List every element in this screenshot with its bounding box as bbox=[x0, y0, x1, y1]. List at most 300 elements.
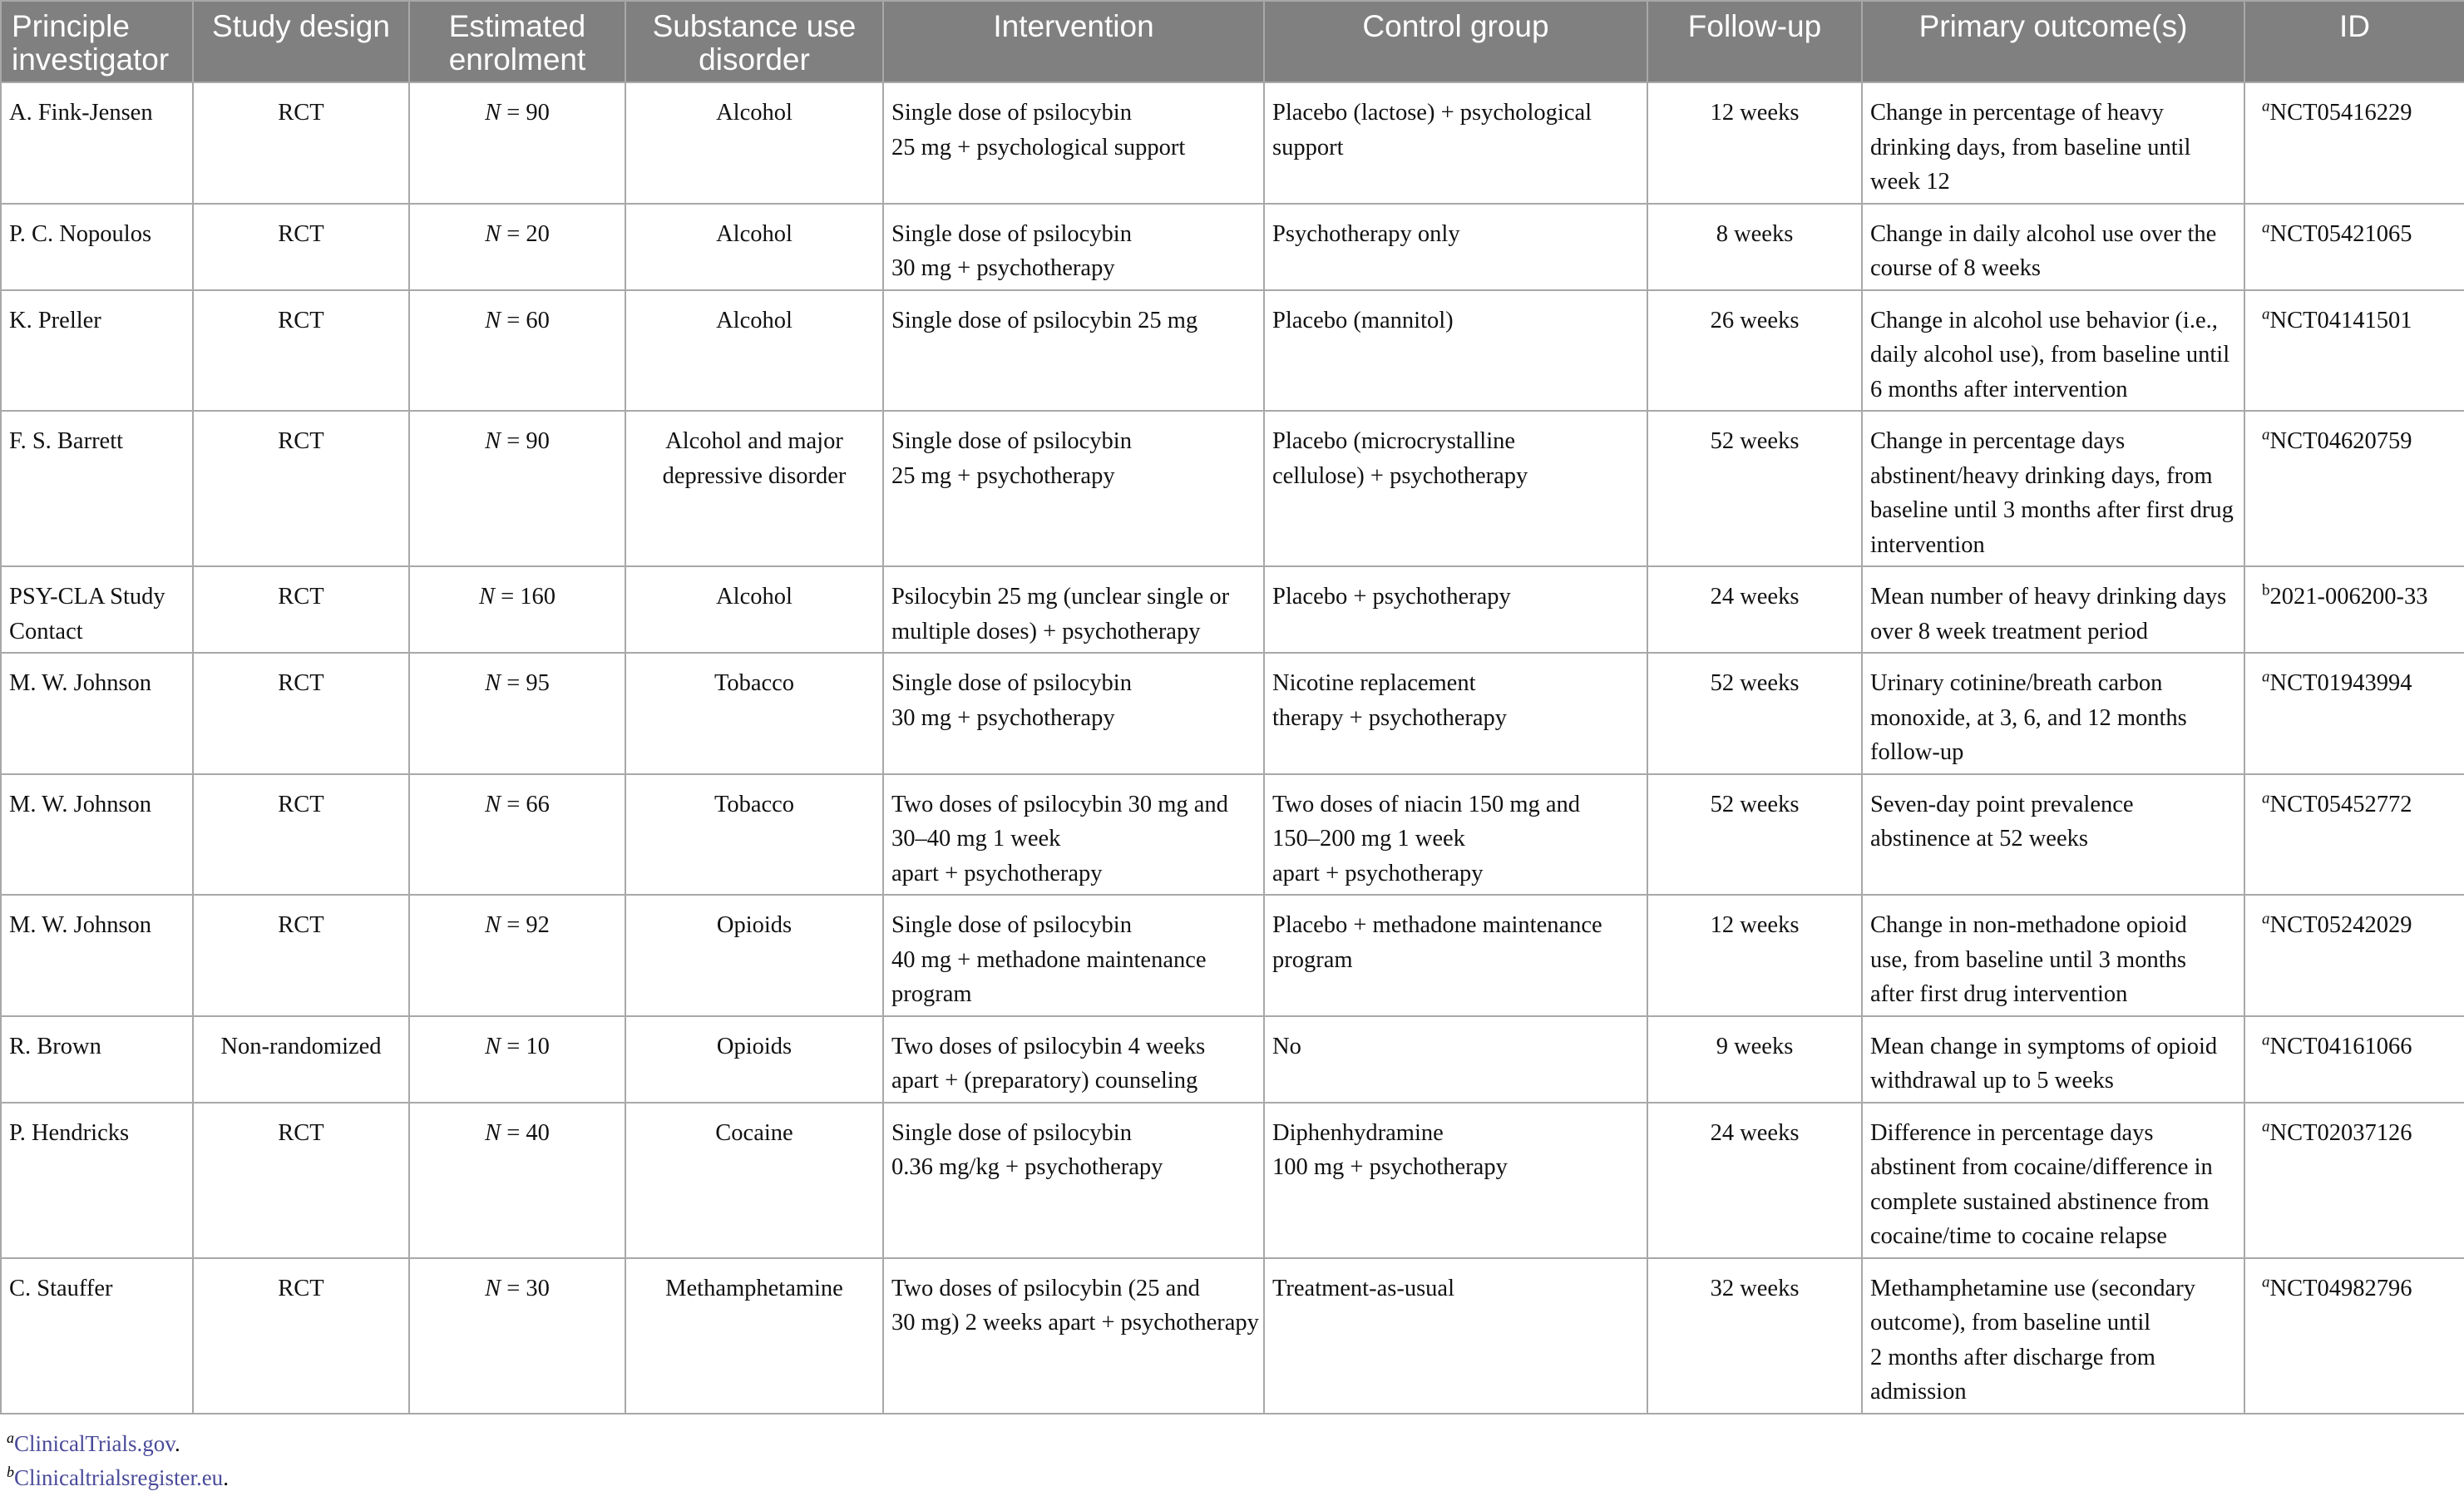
cell-line: 52 weeks bbox=[1710, 428, 1800, 454]
cell-intervention bbox=[883, 566, 1264, 653]
cell-follow-up bbox=[1647, 566, 1862, 653]
cell-study-design bbox=[193, 895, 409, 1016]
cell-line: abstinence at 52 weeks bbox=[1870, 826, 2088, 852]
enrolment-symbol: N bbox=[485, 1275, 501, 1301]
footnote-mark: a bbox=[7, 1429, 14, 1446]
cell-primary-outcome bbox=[1862, 1016, 2244, 1103]
cell-line: Alcohol bbox=[716, 584, 793, 610]
cell-enrolment bbox=[409, 290, 625, 412]
table-footnotes bbox=[7, 1427, 229, 1495]
cell-line: Follow-up bbox=[1687, 9, 1822, 43]
footnote-period: . bbox=[175, 1431, 180, 1456]
header-substance-disorder bbox=[625, 1, 883, 82]
enrolment-symbol: N bbox=[485, 220, 501, 247]
cell-control-group bbox=[1264, 1258, 1647, 1414]
cell-enrolment bbox=[409, 774, 625, 896]
cell-line: 2 months after discharge from bbox=[1870, 1344, 2155, 1370]
cell-line: drinking days, from baseline until bbox=[1870, 134, 2191, 160]
cell-line: Placebo (microcrystalline bbox=[1272, 428, 1516, 454]
cell-line: PSY-CLA Study bbox=[9, 584, 165, 610]
cell-control-group bbox=[1264, 1016, 1647, 1103]
cell-intervention bbox=[883, 82, 1264, 204]
enrolment-symbol: N bbox=[485, 670, 501, 696]
cell-enrolment bbox=[409, 204, 625, 290]
cell-follow-up bbox=[1647, 1103, 1862, 1258]
cell-investigator bbox=[1, 774, 193, 896]
cell-id bbox=[2244, 653, 2464, 774]
cell-investigator bbox=[1, 1103, 193, 1258]
cell-enrolment bbox=[409, 1258, 625, 1414]
cell-primary-outcome bbox=[1862, 290, 2244, 412]
enrolment-value: = 60 bbox=[506, 307, 550, 333]
cell-substance-disorder bbox=[625, 204, 883, 290]
cell-line: Placebo (lactose) + psychological bbox=[1272, 100, 1592, 126]
table-row bbox=[1, 411, 2464, 566]
cell-line: abstinent from cocaine/difference in bbox=[1870, 1154, 2213, 1180]
cell-id bbox=[2244, 566, 2464, 653]
cell-line: Single dose of psilocybin bbox=[891, 220, 1132, 247]
cell-study-design bbox=[193, 566, 409, 653]
cell-follow-up bbox=[1647, 774, 1862, 896]
cell-line: intervention bbox=[1870, 531, 1985, 558]
header-primary-outcome bbox=[1862, 1, 2244, 82]
cell-line: 12 weeks bbox=[1710, 912, 1800, 938]
cell-line: Placebo (mannitol) bbox=[1272, 307, 1454, 333]
cell-study-design bbox=[193, 82, 409, 204]
cell-control-group bbox=[1264, 566, 1647, 653]
cell-line: 52 weeks bbox=[1710, 670, 1800, 696]
cell-intervention bbox=[883, 653, 1264, 774]
enrolment-value: = 90 bbox=[506, 428, 550, 454]
cell-line: Single dose of psilocybin bbox=[891, 670, 1132, 696]
cell-line: Diphenhydramine bbox=[1272, 1119, 1444, 1146]
footnote-b bbox=[7, 1461, 229, 1495]
cell-line: Urinary cotinine/breath carbon bbox=[1870, 670, 2163, 696]
cell-line: investigator bbox=[12, 42, 170, 77]
trial-id: NCT04982796 bbox=[2269, 1275, 2412, 1301]
footnote-mark: a bbox=[2262, 97, 2270, 116]
cell-substance-disorder bbox=[625, 895, 883, 1016]
cell-line: cellulose) + psychotherapy bbox=[1272, 462, 1528, 489]
cell-line: Two doses of psilocybin 4 weeks bbox=[891, 1033, 1206, 1059]
cell-line: 25 mg + psychological support bbox=[891, 134, 1186, 160]
cell-study-design bbox=[193, 290, 409, 412]
cell-line: enrolment bbox=[448, 42, 586, 77]
cell-study-design bbox=[193, 653, 409, 774]
cell-line: R. Brown bbox=[9, 1033, 101, 1059]
cell-line: course of 8 weeks bbox=[1870, 255, 2041, 281]
cell-line: admission bbox=[1870, 1379, 1967, 1405]
trial-id: NCT04620759 bbox=[2269, 428, 2412, 454]
cell-line: Control group bbox=[1362, 9, 1549, 43]
cell-line: 100 mg + psychotherapy bbox=[1272, 1154, 1508, 1180]
cell-line: No bbox=[1272, 1033, 1301, 1059]
cell-id bbox=[2244, 411, 2464, 566]
footnote-period: . bbox=[223, 1465, 229, 1490]
cell-line: 24 weeks bbox=[1710, 584, 1800, 610]
cell-study-design bbox=[193, 411, 409, 566]
cell-enrolment bbox=[409, 566, 625, 653]
cell-line: follow-up bbox=[1870, 739, 1964, 765]
cell-substance-disorder bbox=[625, 653, 883, 774]
cell-line: 32 weeks bbox=[1710, 1275, 1800, 1301]
enrolment-value: = 95 bbox=[506, 670, 550, 696]
cell-line: M. W. Johnson bbox=[9, 912, 152, 938]
cell-substance-disorder bbox=[625, 566, 883, 653]
cell-line: apart + psychotherapy bbox=[891, 860, 1103, 886]
footnote-mark: a bbox=[2262, 1031, 2270, 1049]
cell-line: cocaine/time to cocaine relapse bbox=[1870, 1223, 2167, 1249]
enrolment-value: = 30 bbox=[506, 1275, 550, 1301]
cell-line: baseline until 3 months after first drug bbox=[1870, 497, 2234, 523]
cell-line: Methamphetamine bbox=[665, 1275, 843, 1301]
cell-line: M. W. Johnson bbox=[9, 670, 152, 696]
cell-id bbox=[2244, 1258, 2464, 1414]
cell-line: K. Preller bbox=[9, 307, 101, 333]
cell-line: Single dose of psilocybin bbox=[891, 1119, 1132, 1146]
cell-line: Change in daily alcohol use over the bbox=[1870, 220, 2217, 247]
table-row bbox=[1, 1016, 2464, 1103]
cell-line: withdrawal up to 5 weeks bbox=[1870, 1068, 2114, 1094]
cell-line: 0.36 mg/kg + psychotherapy bbox=[891, 1154, 1163, 1180]
footnote-a bbox=[7, 1427, 229, 1461]
header-enrolment bbox=[409, 1, 625, 82]
cell-intervention bbox=[883, 1103, 1264, 1258]
cell-line: Intervention bbox=[993, 9, 1154, 43]
cell-enrolment bbox=[409, 895, 625, 1016]
cell-line: apart + psychotherapy bbox=[1272, 860, 1484, 886]
cell-line: 30 mg) 2 weeks apart + psychotherapy bbox=[891, 1310, 1259, 1336]
cell-investigator bbox=[1, 1016, 193, 1103]
cell-intervention bbox=[883, 411, 1264, 566]
trial-id: NCT04161066 bbox=[2269, 1033, 2412, 1059]
cell-line: abstinent/heavy drinking days, from bbox=[1870, 462, 2213, 489]
cell-primary-outcome bbox=[1862, 204, 2244, 290]
cell-study-design bbox=[193, 1258, 409, 1414]
cell-line: 30 mg + psychotherapy bbox=[891, 704, 1115, 731]
cell-line: 26 weeks bbox=[1710, 307, 1800, 333]
cell-line: RCT bbox=[278, 1119, 324, 1146]
table-row bbox=[1, 204, 2464, 290]
cell-line: Placebo + psychotherapy bbox=[1272, 584, 1511, 610]
table-row bbox=[1, 895, 2464, 1016]
cell-control-group bbox=[1264, 1103, 1647, 1258]
cell-line: Alcohol bbox=[716, 100, 793, 126]
cell-investigator bbox=[1, 895, 193, 1016]
cell-enrolment bbox=[409, 653, 625, 774]
footnote-link[interactable]: ClinicalTrials.gov bbox=[14, 1431, 175, 1456]
cell-study-design bbox=[193, 774, 409, 896]
cell-line: Methamphetamine use (secondary bbox=[1870, 1275, 2195, 1301]
cell-line: Opioids bbox=[716, 1033, 793, 1059]
cell-line: RCT bbox=[278, 220, 324, 247]
cell-investigator bbox=[1, 290, 193, 412]
cell-intervention bbox=[883, 1258, 1264, 1414]
header-control-group bbox=[1264, 1, 1647, 82]
cell-investigator bbox=[1, 566, 193, 653]
cell-investigator bbox=[1, 204, 193, 290]
table-row bbox=[1, 566, 2464, 653]
footnote-mark: a bbox=[2262, 789, 2270, 807]
cell-enrolment bbox=[409, 1103, 625, 1258]
enrolment-value: = 66 bbox=[506, 791, 550, 817]
cell-line: RCT bbox=[278, 307, 324, 333]
table-row bbox=[1, 1103, 2464, 1258]
footnote-mark: a bbox=[2262, 1118, 2270, 1135]
cell-id bbox=[2244, 1103, 2464, 1258]
enrolment-symbol: N bbox=[485, 428, 501, 454]
cell-line: 9 weeks bbox=[1716, 1033, 1794, 1059]
enrolment-value: = 90 bbox=[506, 100, 550, 126]
cell-id bbox=[2244, 895, 2464, 1016]
cell-line: Opioids bbox=[716, 912, 793, 938]
cell-line: 12 weeks bbox=[1710, 100, 1800, 126]
cell-line: Seven-day point prevalence bbox=[1870, 791, 2134, 817]
enrolment-symbol: N bbox=[485, 307, 501, 333]
cell-study-design bbox=[193, 1103, 409, 1258]
cell-substance-disorder bbox=[625, 82, 883, 204]
cell-line: RCT bbox=[278, 100, 324, 126]
footnote-mark: a bbox=[2262, 668, 2270, 686]
cell-line: support bbox=[1272, 134, 1344, 160]
cell-line: Alcohol and major bbox=[665, 428, 843, 454]
header-id bbox=[2244, 1, 2464, 82]
table-row bbox=[1, 774, 2464, 896]
cell-primary-outcome bbox=[1862, 1103, 2244, 1258]
cell-intervention bbox=[883, 774, 1264, 896]
cell-line: Tobacco bbox=[714, 791, 795, 817]
cell-line: therapy + psychotherapy bbox=[1272, 704, 1507, 731]
cell-enrolment bbox=[409, 411, 625, 566]
enrolment-symbol: N bbox=[485, 1033, 501, 1059]
cell-investigator bbox=[1, 411, 193, 566]
cell-line: RCT bbox=[278, 912, 324, 938]
cell-id bbox=[2244, 204, 2464, 290]
cell-substance-disorder bbox=[625, 1016, 883, 1103]
cell-line: 150–200 mg 1 week bbox=[1272, 826, 1465, 852]
cell-enrolment bbox=[409, 1016, 625, 1103]
trial-id: NCT05416229 bbox=[2269, 100, 2412, 126]
cell-investigator bbox=[1, 82, 193, 204]
cell-substance-disorder bbox=[625, 1103, 883, 1258]
cell-intervention bbox=[883, 290, 1264, 412]
cell-control-group bbox=[1264, 895, 1647, 1016]
cell-line: Treatment-as-usual bbox=[1272, 1275, 1454, 1301]
cell-line: M. W. Johnson bbox=[9, 791, 152, 817]
cell-follow-up bbox=[1647, 653, 1862, 774]
cell-line: Placebo + methadone maintenance bbox=[1272, 912, 1602, 938]
cell-line: Alcohol bbox=[716, 220, 793, 247]
trial-id: NCT04141501 bbox=[2269, 307, 2412, 333]
table-row bbox=[1, 82, 2464, 204]
cell-line: RCT bbox=[278, 584, 324, 610]
cell-primary-outcome bbox=[1862, 653, 2244, 774]
cell-line: depressive disorder bbox=[662, 462, 847, 489]
cell-id bbox=[2244, 774, 2464, 896]
cell-id bbox=[2244, 1016, 2464, 1103]
header-investigator bbox=[1, 1, 193, 82]
cell-line: 52 weeks bbox=[1710, 791, 1800, 817]
cell-primary-outcome bbox=[1862, 895, 2244, 1016]
cell-primary-outcome bbox=[1862, 411, 2244, 566]
cell-follow-up bbox=[1647, 204, 1862, 290]
cell-line: Two doses of psilocybin (25 and bbox=[891, 1275, 1200, 1301]
cell-study-design bbox=[193, 204, 409, 290]
cell-line: Non-randomized bbox=[220, 1033, 382, 1059]
cell-line: Single dose of psilocybin 25 mg bbox=[891, 307, 1198, 333]
cell-line: Mean number of heavy drinking days bbox=[1870, 584, 2227, 610]
cell-line: Single dose of psilocybin bbox=[891, 428, 1132, 454]
cell-line: Principle bbox=[12, 9, 130, 43]
trial-id: NCT02037126 bbox=[2269, 1119, 2412, 1146]
cell-line: 6 months after intervention bbox=[1870, 376, 2128, 402]
enrolment-symbol: N bbox=[485, 791, 501, 817]
enrolment-value: = 40 bbox=[506, 1119, 550, 1146]
cell-study-design bbox=[193, 1016, 409, 1103]
header-study-design bbox=[193, 1, 409, 82]
cell-enrolment bbox=[409, 82, 625, 204]
cell-substance-disorder bbox=[625, 290, 883, 412]
table-header-row bbox=[1, 1, 2464, 82]
table-row bbox=[1, 290, 2464, 412]
footnote-mark: b bbox=[7, 1464, 14, 1480]
cell-line: Estimated bbox=[448, 9, 586, 43]
footnote-mark: a bbox=[2262, 305, 2270, 323]
cell-follow-up bbox=[1647, 895, 1862, 1016]
cell-line: Two doses of niacin 150 mg and bbox=[1272, 791, 1581, 817]
cell-line: Change in non-methadone opioid bbox=[1870, 912, 2187, 938]
cell-line: week 12 bbox=[1870, 169, 1950, 195]
cell-line: 8 weeks bbox=[1716, 220, 1794, 247]
cell-line: Study design bbox=[212, 9, 390, 43]
cell-investigator bbox=[1, 1258, 193, 1414]
enrolment-value: = 20 bbox=[506, 220, 550, 247]
cell-line: monoxide, at 3, 6, and 12 months bbox=[1870, 704, 2187, 731]
table-row bbox=[1, 1258, 2464, 1414]
cell-follow-up bbox=[1647, 1016, 1862, 1103]
cell-line: program bbox=[891, 981, 972, 1007]
cell-primary-outcome bbox=[1862, 82, 2244, 204]
cell-control-group bbox=[1264, 204, 1647, 290]
cell-line: C. Stauffer bbox=[9, 1275, 113, 1301]
cell-line: F. S. Barrett bbox=[9, 428, 124, 454]
cell-control-group bbox=[1264, 653, 1647, 774]
footnote-link[interactable]: Clinicaltrialsregister.eu bbox=[14, 1465, 224, 1490]
cell-intervention bbox=[883, 895, 1264, 1016]
cell-line: use, from baseline until 3 months bbox=[1870, 946, 2186, 973]
enrolment-symbol: N bbox=[485, 912, 501, 938]
header-intervention bbox=[883, 1, 1264, 82]
cell-line: ID bbox=[2339, 9, 2370, 43]
cell-investigator bbox=[1, 653, 193, 774]
cell-line: Difference in percentage days bbox=[1870, 1119, 2154, 1146]
cell-line: Two doses of psilocybin 30 mg and bbox=[891, 791, 1228, 817]
cell-line: program bbox=[1272, 946, 1353, 973]
footnote-mark: a bbox=[2262, 910, 2270, 928]
cell-line: RCT bbox=[278, 791, 324, 817]
cell-control-group bbox=[1264, 411, 1647, 566]
cell-line: daily alcohol use), from baseline until bbox=[1870, 342, 2230, 368]
cell-control-group bbox=[1264, 290, 1647, 412]
trial-id: NCT05452772 bbox=[2269, 791, 2412, 817]
trial-id: 2021-006200-33 bbox=[2269, 584, 2428, 610]
cell-line: Change in alcohol use behavior (i.e., bbox=[1870, 307, 2218, 333]
cell-line: Single dose of psilocybin bbox=[891, 100, 1132, 126]
cell-line: 30–40 mg 1 week bbox=[891, 826, 1061, 852]
cell-line: Cocaine bbox=[715, 1119, 793, 1146]
cell-primary-outcome bbox=[1862, 774, 2244, 896]
cell-control-group bbox=[1264, 774, 1647, 896]
cell-line: P. C. Nopoulos bbox=[9, 220, 152, 247]
cell-follow-up bbox=[1647, 1258, 1862, 1414]
cell-follow-up bbox=[1647, 411, 1862, 566]
cell-line: RCT bbox=[278, 1275, 324, 1301]
cell-line: disorder bbox=[699, 42, 810, 77]
cell-line: A. Fink-Jensen bbox=[9, 100, 153, 126]
cell-line: Nicotine replacement bbox=[1272, 670, 1476, 696]
cell-intervention bbox=[883, 1016, 1264, 1103]
cell-follow-up bbox=[1647, 290, 1862, 412]
cell-control-group bbox=[1264, 82, 1647, 204]
enrolment-value: = 160 bbox=[501, 584, 556, 610]
cell-line: Psychotherapy only bbox=[1272, 220, 1460, 247]
cell-substance-disorder bbox=[625, 1258, 883, 1414]
cell-line: 40 mg + methadone maintenance bbox=[891, 946, 1207, 973]
cell-id bbox=[2244, 290, 2464, 412]
cell-line: multiple doses) + psychotherapy bbox=[891, 618, 1201, 644]
cell-line: after first drug intervention bbox=[1870, 981, 2128, 1007]
cell-line: Primary outcome(s) bbox=[1918, 9, 2188, 43]
footnote-mark: a bbox=[2262, 219, 2270, 236]
enrolment-symbol: N bbox=[485, 100, 501, 126]
cell-line: complete sustained abstinence from bbox=[1870, 1188, 2210, 1215]
footnote-mark: a bbox=[2262, 1273, 2270, 1291]
trial-id: NCT05421065 bbox=[2269, 220, 2412, 247]
cell-line: Single dose of psilocybin bbox=[891, 912, 1132, 938]
cell-intervention bbox=[883, 204, 1264, 290]
cell-line: apart + (preparatory) counseling bbox=[891, 1068, 1198, 1094]
cell-line: Change in percentage of heavy bbox=[1870, 100, 2164, 126]
cell-line: Tobacco bbox=[714, 670, 795, 696]
enrolment-value: = 10 bbox=[506, 1033, 550, 1059]
cell-line: RCT bbox=[278, 428, 324, 454]
cell-line: Alcohol bbox=[716, 307, 793, 333]
trial-id: NCT05242029 bbox=[2269, 912, 2412, 938]
header-follow-up bbox=[1647, 1, 1862, 82]
cell-substance-disorder bbox=[625, 774, 883, 896]
cell-substance-disorder bbox=[625, 411, 883, 566]
cell-primary-outcome bbox=[1862, 566, 2244, 653]
cell-primary-outcome bbox=[1862, 1258, 2244, 1414]
cell-line: 30 mg + psychotherapy bbox=[891, 255, 1115, 281]
cell-line: P. Hendricks bbox=[9, 1119, 130, 1146]
cell-line: Change in percentage days bbox=[1870, 428, 2126, 454]
footnote-mark: b bbox=[2262, 581, 2270, 600]
enrolment-value: = 92 bbox=[506, 912, 550, 938]
cell-line: Substance use bbox=[652, 9, 857, 43]
footnote-mark: a bbox=[2262, 426, 2270, 444]
cell-line: over 8 week treatment period bbox=[1870, 618, 2148, 644]
cell-line: 24 weeks bbox=[1710, 1119, 1800, 1146]
trial-id: NCT01943994 bbox=[2269, 670, 2412, 696]
cell-line: 25 mg + psychotherapy bbox=[891, 462, 1115, 489]
cell-line: Mean change in symptoms of opioid bbox=[1870, 1033, 2218, 1059]
cell-id bbox=[2244, 82, 2464, 204]
cell-follow-up bbox=[1647, 82, 1862, 204]
table-body bbox=[1, 82, 2464, 1414]
cell-line: Contact bbox=[9, 618, 83, 644]
cell-line: Psilocybin 25 mg (unclear single or bbox=[891, 584, 1230, 610]
